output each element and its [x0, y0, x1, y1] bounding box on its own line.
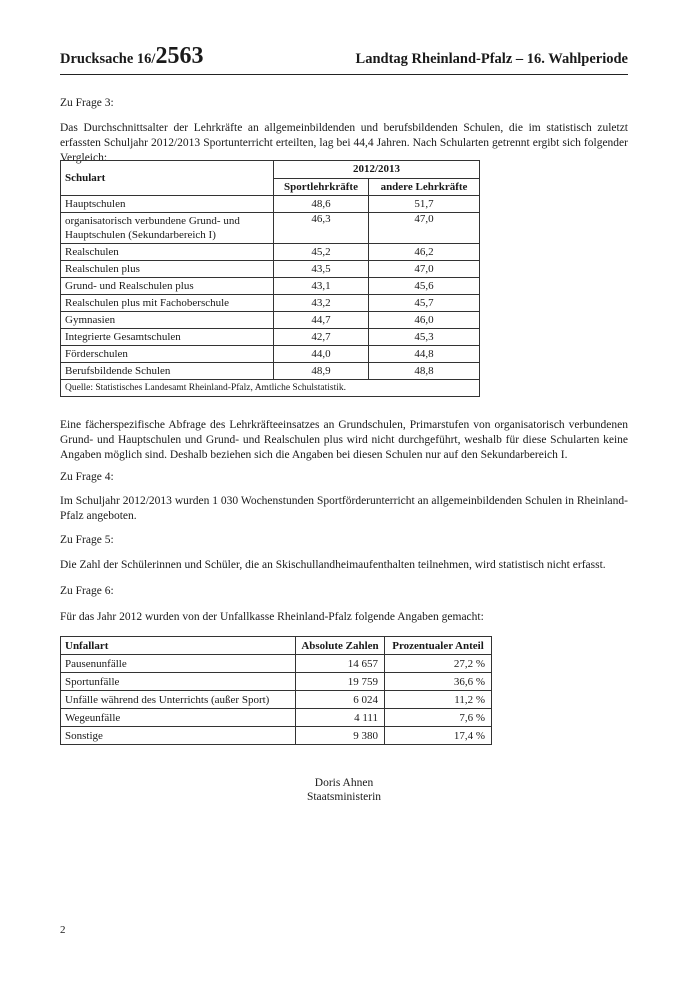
sport-teacher-age-cell: 43,1 [274, 278, 369, 295]
percentage-cell: 7,6 % [385, 709, 492, 727]
percentage-cell: 27,2 % [385, 655, 492, 673]
percentage-cell: 36,6 % [385, 673, 492, 691]
table-row [61, 363, 480, 380]
table-row [61, 329, 480, 346]
column-header-accident-type: Unfallart [61, 637, 296, 655]
other-teacher-age-cell: 45,7 [369, 295, 480, 312]
other-teacher-age-cell: 51,7 [369, 196, 480, 213]
page-header [60, 44, 628, 72]
table-header-row [61, 637, 492, 655]
column-header-sport-teachers: Sportlehrkräfte [274, 178, 369, 196]
school-type-cell: Berufsbildende Schulen [61, 363, 274, 380]
table-row [61, 346, 480, 363]
absolute-number-cell: 19 759 [296, 673, 385, 691]
absolute-number-cell: 4 111 [296, 709, 385, 727]
absolute-number-cell: 9 380 [296, 727, 385, 745]
table-row [61, 196, 480, 213]
table-row [61, 244, 480, 261]
table-source-row [61, 380, 480, 397]
school-type-cell: Realschulen plus [61, 261, 274, 278]
other-teacher-age-cell: 46,2 [369, 244, 480, 261]
document-number: 2563 [155, 43, 204, 69]
question-4-text: Im Schuljahr 2012/2013 wurden 1 030 Wochenstunden Sportförderunterricht an allgemeinbildenden Schulen in Rheinland-Pfalz angeboten. [60, 495, 628, 522]
question-6-text: Für das Jahr 2012 wurden von der Unfallkasse Rheinland-Pfalz folgende Angaben gemacht: [60, 611, 484, 623]
school-type-cell: Integrierte Gesamtschulen [61, 329, 274, 346]
sport-teacher-age-cell: 42,7 [274, 329, 369, 346]
school-type-cell: organisatorisch verbundene Grund- und Hauptschulen (Sekundarbereich I) [61, 213, 274, 244]
column-header-percentage: Prozentualer Anteil [385, 637, 492, 655]
header-divider [60, 74, 628, 75]
table-row [61, 261, 480, 278]
table-row [61, 655, 492, 673]
sport-teacher-age-cell: 48,6 [274, 196, 369, 213]
sport-teacher-age-cell: 46,3 [274, 213, 369, 244]
other-teacher-age-cell: 47,0 [369, 213, 480, 244]
page-number: 2 [60, 924, 66, 936]
percentage-cell: 17,4 % [385, 727, 492, 745]
table-row [61, 727, 492, 745]
signature-block [60, 776, 628, 804]
accident-type-cell: Wegeunfälle [61, 709, 296, 727]
sport-teacher-age-cell: 48,9 [274, 363, 369, 380]
accident-statistics-table [60, 636, 492, 745]
school-type-cell: Realschulen plus mit Fachoberschule [61, 295, 274, 312]
signatory-role: Staatsministerin [306, 791, 382, 803]
question-5-text: Die Zahl der Schülerinnen und Schüler, die an Skischullandheimaufenthalten teilnehmen, wird statistisch nicht erfasst. [60, 559, 606, 571]
accident-type-cell: Pausenunfälle [61, 655, 296, 673]
sport-teacher-age-cell: 44,0 [274, 346, 369, 363]
column-header-school-year: 2012/2013 [274, 161, 480, 179]
school-type-cell: Gymnasien [61, 312, 274, 329]
signatory-name: Doris Ahnen [314, 777, 374, 789]
question-3-text: Das Durchschnittsalter der Lehrkräfte an allgemeinbildenden und berufsbildenden Schulen, die im statistisch zuletzt erfassten Schuljahr 2012/2013 Sportunterricht erteilten, lag bei 44,4 Jahren. Nach Schularten getrennt ergibt sich folgender Vergleich: [60, 122, 628, 164]
table-source-note: Quelle: Statistisches Landesamt Rheinland-Pfalz, Amtliche Schulstatistik. [61, 380, 480, 397]
table-row [61, 709, 492, 727]
other-teacher-age-cell: 45,6 [369, 278, 480, 295]
column-header-absolute-numbers: Absolute Zahlen [296, 637, 385, 655]
other-teacher-age-cell: 45,3 [369, 329, 480, 346]
school-type-cell: Grund- und Realschulen plus [61, 278, 274, 295]
question-3-heading: Zu Frage 3: [60, 97, 114, 109]
table-row [61, 295, 480, 312]
sport-teacher-age-cell: 43,5 [274, 261, 369, 278]
school-type-cell: Hauptschulen [61, 196, 274, 213]
sport-teacher-age-cell: 44,7 [274, 312, 369, 329]
column-header-school-type: Schulart [61, 161, 274, 196]
other-teacher-age-cell: 47,0 [369, 261, 480, 278]
question-6-heading: Zu Frage 6: [60, 585, 114, 597]
accident-type-cell: Sportunfälle [61, 673, 296, 691]
column-header-other-teachers: andere Lehrkräfte [369, 178, 480, 196]
accident-type-cell: Unfälle während des Unterrichts (außer Sport) [61, 691, 296, 709]
accident-type-cell: Sonstige [61, 727, 296, 745]
sport-teacher-age-cell: 43,2 [274, 295, 369, 312]
school-type-cell: Förderschulen [61, 346, 274, 363]
table-row [61, 673, 492, 691]
other-teacher-age-cell: 44,8 [369, 346, 480, 363]
teacher-age-table [60, 160, 480, 397]
question-3-note: Eine fächerspezifische Abfrage des Lehrkräfteeinsatzes an Grundschulen, Primarstufen von organisatorisch verbundenen Grund- und Hauptschulen und Grund- und Realschulen plus wird nicht durchgeführt, weshalb für diese Schularten keine Angaben möglich sind. Deshalb beziehen sich die Angaben bei diesen Schulen nur auf den Sekundarbereich I. [60, 419, 628, 461]
parliament-title: Landtag Rheinland-Pfalz – 16. Wahlperiode [355, 51, 628, 67]
table-header-row [61, 161, 480, 179]
other-teacher-age-cell: 46,0 [369, 312, 480, 329]
absolute-number-cell: 6 024 [296, 691, 385, 709]
document-label: Drucksache 16/ [60, 51, 156, 67]
school-type-cell: Realschulen [61, 244, 274, 261]
question-4-heading: Zu Frage 4: [60, 471, 114, 483]
other-teacher-age-cell: 48,8 [369, 363, 480, 380]
sport-teacher-age-cell: 45,2 [274, 244, 369, 261]
table-row [61, 278, 480, 295]
percentage-cell: 11,2 % [385, 691, 492, 709]
question-5-heading: Zu Frage 5: [60, 534, 114, 546]
absolute-number-cell: 14 657 [296, 655, 385, 673]
table-row [61, 213, 480, 244]
table-row [61, 691, 492, 709]
table-row [61, 312, 480, 329]
document-reference [60, 43, 203, 70]
